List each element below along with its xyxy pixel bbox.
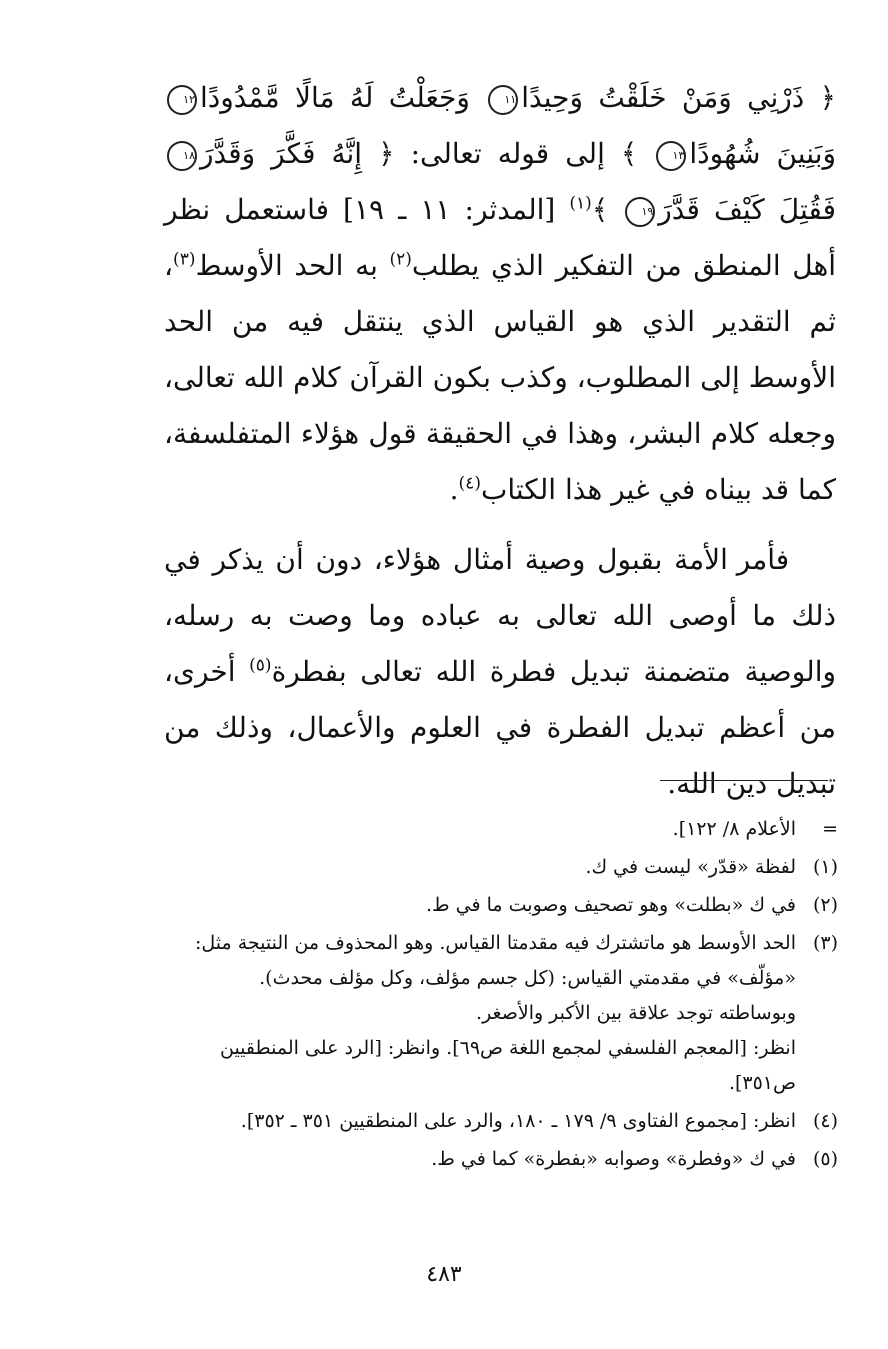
footnote-text [166,1142,796,1177]
ayah-number-mark: ١٣ [656,141,686,171]
footnote-ref-5[interactable]: (٥) [249,655,272,676]
footnote-line: انظر: [مجموع الفتاوى ٩/ ١٧٩ ـ ١٨٠، والرد على المنطقيين ٣٥١ ـ ٣٥٢]. [240,1110,796,1132]
verse-text: ذَرْنِي وَمَنْ خَلَقْتُ وَحِيدًا [521,81,805,114]
footnote-text [166,850,796,885]
footnote-text [166,812,796,847]
ayah-number-mark: ١٨ [167,141,197,171]
verse-text: وَجَعَلْتُ لَهُ مَالًا مَّمْدُودًا [200,81,470,114]
footnote-number: (١) [812,856,838,878]
footnote-line: الحد الأوسط هو ماتشترك فيه مقدمتا القياس. وهو المحذوف من النتيجة مثل: [194,932,796,954]
footnote-separator [660,780,828,781]
ayah-number-mark: ١٩ [625,197,655,227]
quote-bracket-open: ﴿ [378,137,395,170]
verse-text: فَقُتِلَ كَيْفَ قَدَّرَ [658,193,836,226]
footnote-ref-4[interactable]: (٤) [458,473,481,494]
page-number: ٤٨٣ [426,1262,462,1287]
body-text-run: به الحد الأوسط [195,249,378,282]
footnote-text [166,926,796,1101]
quote-bracket-open: ﴿ [819,81,836,114]
body-text-run: فأمر الأمة بقبول وصية أمثال هؤلاء، دون أن يذكر في ذلك ما أوصى الله تعالى به عباده وما وصت به رسله، والوصية متضمنة تبديل فطرة الله تعالى بفطرة [164,543,837,688]
footnote-ref-2[interactable]: (٢) [389,249,412,270]
quote-bracket-close: ﴾ [620,137,638,170]
footnote-number: (٣) [812,932,838,954]
body-text-run: إلى قوله تعالى: [410,137,605,170]
ayah-number-mark: ١١ [488,85,518,115]
body-text-run: [المدثر: ١١ ـ ١٩] فاستعمل نظر أهل المنطق من التفكير الذي يطلب [164,193,836,282]
verse-text: وَبَنِينَ شُهُودًا [689,137,837,170]
footnote-line: في ك «بطلت» وهو تصحيف وصوبت ما في ط. [426,894,796,916]
footnote-line: انظر: [المعجم الفلسفي لمجمع اللغة ص٦٩]. وانظر: [الرد على المنطقيين [219,1037,796,1059]
footnote-line: في ك «وفطرة» وصوابه «بفطرة» كما في ط. [431,1148,796,1170]
footnote-text [166,888,796,923]
paragraph-1 [164,70,836,518]
footnote-4 [166,1104,838,1139]
footnote-number: (٤) [812,1110,838,1132]
footnote-continued [166,812,838,847]
footnote-2 [166,888,838,923]
quote-bracket-close: ﴾ [591,193,609,226]
ayah-number-mark: ١٢ [167,85,197,115]
footnote-number: = [822,818,838,840]
footnotes [166,812,838,1180]
paragraph-2 [164,532,836,812]
footnote-line: ص٣٥١]. [728,1072,796,1094]
verse-text: إِنَّهُ فَكَّرَ وَقَدَّرَ [200,137,363,170]
footnote-ref-3[interactable]: (٣) [173,249,196,270]
footnote-line: «مؤلّف» في مقدمتي القياس: (كل جسم مؤلف، وكل مؤلف محدث). [259,967,796,989]
body-text-run: ، ثم التقدير الذي هو القياس الذي ينتقل فيه من الحد الأوسط إلى المطلوب، وكذب بكون القرآن كلام الله تعالى، وجعله كلام البشر، وهذا في الحقيقة قول هؤلاء المتفلسفة، كما قد بيناه في غير هذا الكتاب [164,249,836,506]
main-text [164,70,836,812]
footnote-number: (٥) [812,1148,838,1170]
footnote-line: لفظة «قدّر» ليست في ك. [585,856,796,878]
footnote-line: الأعلام ٨/ ١٢٢]. [672,818,796,840]
footnote-5 [166,1142,838,1177]
footnote-1 [166,850,838,885]
body-text-run: أخرى، من أعظم تبديل الفطرة في العلوم والأعمال، وذلك من تبديل دين الله. [164,655,836,800]
footnote-text [166,1104,796,1139]
footnote-number: (٢) [812,894,838,916]
footnote-3 [166,926,838,1101]
footnote-ref-1[interactable]: (١) [569,193,592,214]
body-text-run: . [449,473,459,506]
footnote-line: وبوساطته توجد علاقة بين الأكبر والأصغر. [476,1002,796,1024]
